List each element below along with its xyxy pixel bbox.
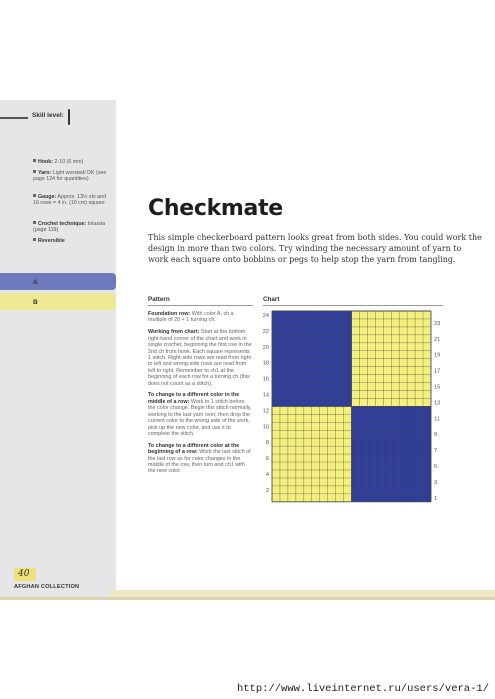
checkerboard-chart xyxy=(258,305,443,505)
chart-row-label-left: 6 xyxy=(265,456,269,463)
watermark-url: http://www.liveinternet.ru/users/vera-1/ xyxy=(236,683,489,695)
instruction-color-middle: To change to a different color in the middle of a row: Work to 1 stitch before the color change. Begin this stitch normally, working to the last yarn over, then drop the current color to the wrong side of the work, pick up the new color, and use it to complete the stitch. xyxy=(148,392,252,437)
chart-row-label-left: 22 xyxy=(262,328,269,335)
chart-row-label-right: 19 xyxy=(434,352,441,359)
spec-gauge: Gauge: Approx. 13½ sts and 16 rows = 4 in. (10 cm) square xyxy=(33,194,107,207)
chart-row-label-right: 5 xyxy=(434,464,438,471)
chart-row-label-left: 4 xyxy=(265,471,269,478)
chart-row-label-right: 21 xyxy=(434,336,441,343)
chart-row-label-left: 8 xyxy=(265,440,269,447)
chart-row-label-left: 12 xyxy=(262,408,269,415)
instructions xyxy=(148,311,253,480)
skill-level xyxy=(0,106,116,128)
spec-reversible: Reversible xyxy=(33,238,113,244)
bullet-icon xyxy=(33,221,36,224)
pattern-heading: Pattern xyxy=(148,296,170,303)
skill-line-decoration xyxy=(0,117,28,119)
instruction-working-chart: Working from chart: Start at the bottom right-hand corner of the chart and work in single crochet, beginning the first row in the 2nd ch from hook. Each square represents 1 stitch. Right-side rows are read from right to left and wrong-side rows are read from left to right. Remember to ch1 at the beginning of each row for a turning ch (this does not count as a stitch). xyxy=(148,329,252,387)
bullet-icon xyxy=(33,194,36,197)
chart-row-label-right: 7 xyxy=(434,448,438,455)
chart-row-label-right: 23 xyxy=(434,320,441,327)
chart-row-label-right: 1 xyxy=(434,495,438,502)
chart-row-label-left: 24 xyxy=(262,312,269,319)
intro-paragraph: This simple checkerboard pattern looks great from both sides. You could work the design in more than two colors. Try winding the necessary amount of yarn to work each square onto bobbins or pegs to help stop the yarn from tangling. xyxy=(148,233,482,265)
chart-row-label-left: 14 xyxy=(262,392,269,399)
skill-level-label: Skill level: xyxy=(32,112,64,119)
chart-heading: Chart xyxy=(263,296,280,303)
bullet-icon xyxy=(33,159,36,162)
chart-row-label-right: 3 xyxy=(434,479,438,486)
bottom-strip xyxy=(0,597,495,600)
bullet-icon xyxy=(33,170,36,173)
chart-row-label-right: 9 xyxy=(434,432,438,439)
chart-row-label-right: 17 xyxy=(434,368,441,375)
pattern-heading-rule xyxy=(148,305,253,306)
chart-row-label-right: 11 xyxy=(434,416,440,423)
instruction-color-beginning: To change to a different color at the beginning of a row: Work the last stitch of the last row as for color changes in the middle of the row, then turn and ch1 with the new color. xyxy=(148,442,251,475)
section-name: AFGHAN COLLECTION xyxy=(14,584,80,590)
pattern-title: Checkmate xyxy=(148,196,283,221)
page-number: 40 xyxy=(18,569,30,579)
chart-row-label-left: 10 xyxy=(262,424,269,431)
skill-level-bar-icon xyxy=(68,109,70,125)
chart-row-label-left: 18 xyxy=(262,360,269,367)
chart-row-label-right: 15 xyxy=(434,384,441,391)
spec-technique: Crochet technique: Intarsia (page 119) xyxy=(33,221,106,234)
chart-row-label-right: 13 xyxy=(434,400,441,407)
chart-row-label-left: 20 xyxy=(262,344,269,351)
chart-row-label-left: 2 xyxy=(265,487,269,494)
color-swatch-a xyxy=(0,273,116,290)
bullet-icon xyxy=(33,238,36,241)
spec-yarn: Yarn: Light worsted/ DK (see page 124 for quantities) xyxy=(33,170,107,183)
instruction-foundation: Foundation row: With color A, ch a multiple of 20 + 1 turning ch. xyxy=(148,311,234,324)
color-label-b: B xyxy=(33,299,38,306)
color-swatch-b xyxy=(0,293,116,310)
spec-hook: Hook: 2-10 (6 mm) xyxy=(33,159,113,165)
color-label-a: A xyxy=(33,279,38,286)
chart-row-label-left: 16 xyxy=(262,376,269,383)
